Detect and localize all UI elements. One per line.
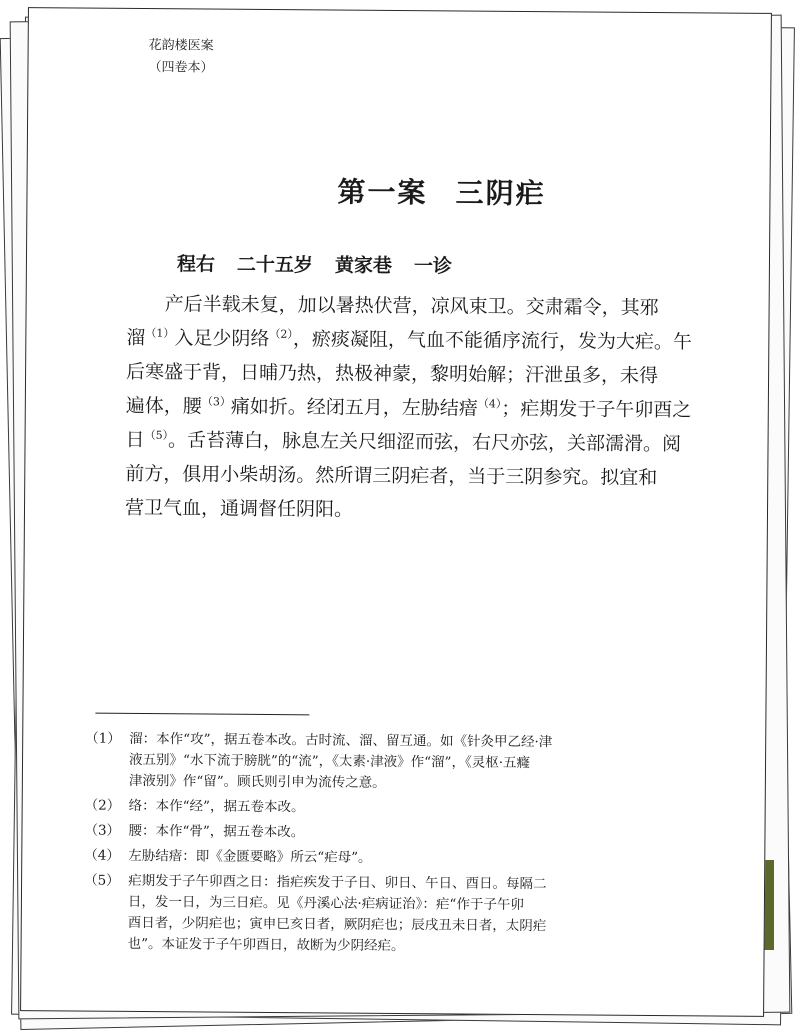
footnote-number: （1）: [85, 730, 121, 747]
footnote-ref[interactable]: （5）: [144, 428, 169, 442]
footnote-divider: [95, 713, 309, 716]
patient-age: 二十五岁: [236, 253, 314, 277]
footnote: [85, 729, 715, 797]
running-header: [148, 35, 213, 80]
footnote: [84, 821, 714, 847]
footnote-text: 津液别》作“留”。顾氏则引申为流传之意。: [128, 772, 386, 791]
running-header-title: 花韵楼医案: [148, 38, 214, 54]
patient-name: 程右: [176, 253, 216, 276]
patient-location: 黄家巷: [334, 254, 393, 277]
body-line: 溜$^{(1)}$入足少阴络$^{(2)}$，瘀痰凝阻，气血不能循序流行，发为大疟。午: [126, 326, 692, 354]
body-line: 遍体，腰$^{(3)}$痛如折。经闭五月，左胁结瘖$^{(4)}$；疟期发于子午卯酉之: [125, 394, 692, 422]
footnote-ref[interactable]: （4）: [477, 397, 502, 411]
body-line: 营卫气血，通调督任阴阳。: [124, 496, 354, 521]
book-page: [20, 7, 772, 1017]
footnote-number: （3）: [84, 822, 121, 839]
footnote-ref[interactable]: （3）: [201, 395, 231, 409]
book-edge-accent: [764, 860, 774, 950]
case-title: [337, 171, 573, 213]
footnote-ref[interactable]: （1）: [145, 326, 175, 340]
footnote-number: （2）: [84, 797, 121, 814]
patient-line: [177, 249, 474, 278]
footnote-text: 络：本作“经”，据五卷本改。: [128, 797, 305, 816]
footnote: [84, 846, 714, 872]
footnote-text: 溜：本作“攻”，据五卷本改。古时流、溜、留互通。如《针灸甲乙经·津: [129, 730, 553, 751]
footnote-text: 腰：本作“骨”，据五卷本改。: [128, 822, 305, 841]
footnote-number: （5）: [84, 872, 120, 889]
body-line: 后寒盛于背，日晡乃热，热极神蒙，黎明始解；汗泄虽多，未得: [126, 360, 659, 388]
footnotes: [83, 729, 715, 964]
footnote-text: 也”。本证发于子午卯酉日，故断为少阴经疟。: [127, 935, 405, 955]
body-line: 产后半载未复，加以暑热伏营，凉风束卫。交肃霜令，其邪: [164, 293, 659, 320]
footnote-text: 液五别》“水下流于膀胱”的“流”，《太素·津液》作“溜”，《灵枢·五癃: [128, 751, 531, 772]
footnote-text: 左胁结瘖：即《金匮要略》所云“疟母”。: [128, 847, 372, 866]
case-body: [125, 287, 725, 530]
footnote-text: 日，发一日，为三日疟。见《丹溪心法·疟病证治》：疟“作于子午卯: [127, 893, 524, 914]
body-line: 前方，俱用小柴胡汤。然所谓三阴疟者，当于三阴参究。拟宜和: [125, 462, 658, 490]
case-name: 三阴疟: [455, 176, 546, 211]
footnote: [84, 871, 715, 960]
footnote-text: 疟期发于子午卯酉之日：指疟疾发于子日、卯日、午日、酉日。每隔二: [128, 872, 547, 893]
running-header-subtitle: （四卷本）: [148, 60, 214, 76]
visit-label: 一诊: [413, 255, 453, 278]
body-line: 日$^{(5)}$。舌苔薄白，脉息左关尺细涩而弦，右尺亦弦，关部濡滑。阅: [125, 428, 682, 456]
footnote: [85, 796, 715, 822]
footnote-text: 酉日者，少阴疟也；寅申巳亥日者，厥阴疟也；辰戌丑未日者，太阴疟: [127, 914, 547, 935]
footnote-number: （4）: [84, 847, 120, 864]
case-number: 第一案: [337, 175, 428, 210]
footnote-ref[interactable]: （2）: [269, 327, 293, 341]
